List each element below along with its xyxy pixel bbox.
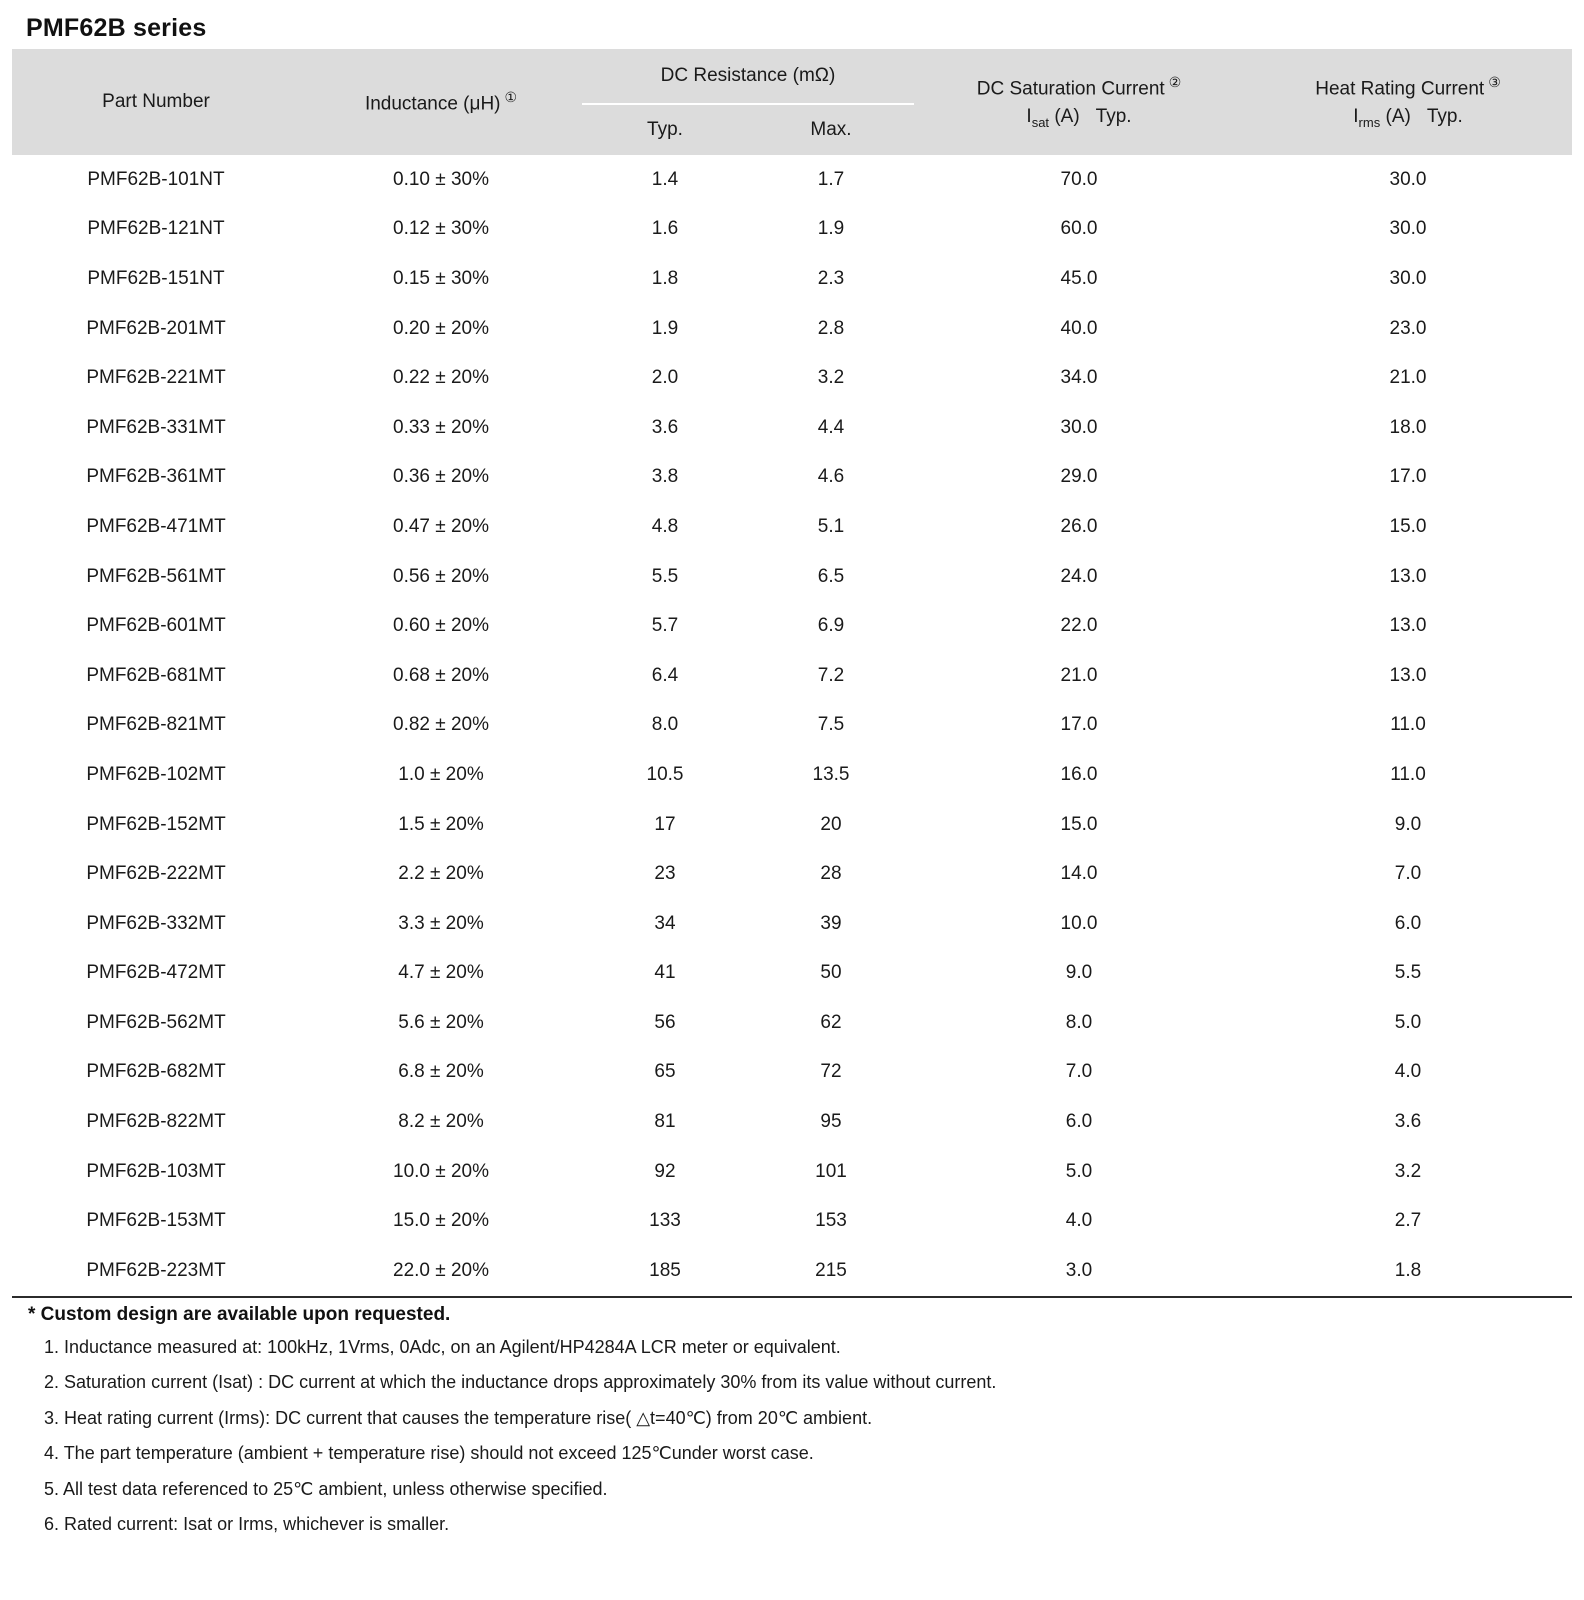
cell-dcr-max: 50	[748, 949, 914, 999]
cell-dcr-typ: 92	[582, 1147, 748, 1197]
cell-dcr-max: 6.9	[748, 601, 914, 651]
cell-dcr-max: 13.5	[748, 750, 914, 800]
cell-part-number: PMF62B-471MT	[12, 502, 300, 552]
cell-irms: 4.0	[1244, 1048, 1572, 1098]
footnote-marker-2: ②	[1168, 73, 1182, 90]
cell-isat: 15.0	[914, 800, 1244, 850]
cell-irms: 11.0	[1244, 701, 1572, 751]
cell-irms: 30.0	[1244, 155, 1572, 205]
cell-inductance: 22.0 ± 20%	[300, 1246, 582, 1297]
cell-isat: 7.0	[914, 1048, 1244, 1098]
cell-dcr-typ: 1.4	[582, 155, 748, 205]
cell-dcr-max: 62	[748, 998, 914, 1048]
table-row	[12, 254, 1572, 304]
header-irms-subscript: rms	[1358, 115, 1381, 131]
cell-isat: 9.0	[914, 949, 1244, 999]
cell-irms: 7.0	[1244, 849, 1572, 899]
cell-isat: 17.0	[914, 701, 1244, 751]
cell-dcr-max: 39	[748, 899, 914, 949]
cell-part-number: PMF62B-221MT	[12, 353, 300, 403]
cell-inductance: 0.33 ± 20%	[300, 403, 582, 453]
cell-dcr-max: 3.2	[748, 353, 914, 403]
table-row	[12, 304, 1572, 354]
table-row	[12, 552, 1572, 602]
cell-dcr-max: 101	[748, 1147, 914, 1197]
table-row	[12, 601, 1572, 651]
cell-inductance: 0.15 ± 30%	[300, 254, 582, 304]
cell-part-number: PMF62B-201MT	[12, 304, 300, 354]
cell-dcr-max: 20	[748, 800, 914, 850]
cell-part-number: PMF62B-121NT	[12, 205, 300, 255]
cell-dcr-max: 4.6	[748, 453, 914, 503]
header-inductance-label: Inductance (μH)	[364, 93, 501, 115]
cell-part-number: PMF62B-682MT	[12, 1048, 300, 1098]
cell-irms: 15.0	[1244, 502, 1572, 552]
cell-part-number: PMF62B-561MT	[12, 552, 300, 602]
cell-part-number: PMF62B-331MT	[12, 403, 300, 453]
header-heat-rating-current	[1244, 49, 1572, 155]
cell-isat: 4.0	[914, 1196, 1244, 1246]
cell-irms: 30.0	[1244, 254, 1572, 304]
cell-dcr-typ: 1.9	[582, 304, 748, 354]
table-row	[12, 1147, 1572, 1197]
cell-isat: 3.0	[914, 1246, 1244, 1297]
table-row	[12, 155, 1572, 205]
cell-part-number: PMF62B-361MT	[12, 453, 300, 503]
cell-irms: 6.0	[1244, 899, 1572, 949]
footnote-marker-1: ①	[504, 88, 518, 105]
table-row	[12, 651, 1572, 701]
cell-isat: 5.0	[914, 1147, 1244, 1197]
table-row	[12, 1246, 1572, 1297]
note-item: 1. Inductance measured at: 100kHz, 1Vrms, 0Adc, on an Agilent/HP4284A LCR meter or equivalent.	[44, 1336, 841, 1357]
cell-dcr-typ: 23	[582, 849, 748, 899]
cell-inductance: 2.2 ± 20%	[300, 849, 582, 899]
cell-dcr-max: 215	[748, 1246, 914, 1297]
cell-isat: 70.0	[914, 155, 1244, 205]
notes-list	[26, 1336, 1574, 1536]
cell-irms: 5.5	[1244, 949, 1572, 999]
header-dc-resistance	[582, 49, 914, 104]
cell-part-number: PMF62B-472MT	[12, 949, 300, 999]
cell-isat: 16.0	[914, 750, 1244, 800]
header-irms-typ: Typ.	[1426, 106, 1463, 128]
cell-dcr-typ: 17	[582, 800, 748, 850]
table-row	[12, 899, 1572, 949]
cell-dcr-typ: 133	[582, 1196, 748, 1246]
cell-dcr-max: 28	[748, 849, 914, 899]
table-row	[12, 800, 1572, 850]
cell-isat: 21.0	[914, 651, 1244, 701]
cell-irms: 3.2	[1244, 1147, 1572, 1197]
cell-inductance: 0.22 ± 20%	[300, 353, 582, 403]
table-header	[12, 49, 1572, 155]
cell-part-number: PMF62B-222MT	[12, 849, 300, 899]
cell-isat: 34.0	[914, 353, 1244, 403]
cell-dcr-max: 72	[748, 1048, 914, 1098]
table-body	[12, 155, 1572, 1297]
cell-inductance: 0.47 ± 20%	[300, 502, 582, 552]
cell-dcr-typ: 81	[582, 1097, 748, 1147]
table-row	[12, 1097, 1572, 1147]
cell-dcr-max: 153	[748, 1196, 914, 1246]
specification-table	[12, 49, 1572, 1298]
cell-isat: 10.0	[914, 899, 1244, 949]
header-dc-saturation-current	[914, 49, 1244, 155]
table-row	[12, 949, 1572, 999]
cell-isat: 26.0	[914, 502, 1244, 552]
cell-inductance: 3.3 ± 20%	[300, 899, 582, 949]
cell-dcr-typ: 10.5	[582, 750, 748, 800]
note-custom-design: * Custom design are available upon requested.	[28, 1303, 451, 1325]
cell-dcr-max: 6.5	[748, 552, 914, 602]
cell-isat: 8.0	[914, 998, 1244, 1048]
cell-inductance: 8.2 ± 20%	[300, 1097, 582, 1147]
header-isat-symbol: I	[1026, 106, 1032, 128]
page-title: PMF62B series	[26, 14, 207, 42]
cell-irms: 5.0	[1244, 998, 1572, 1048]
notes-section	[26, 1304, 1574, 1536]
header-dcr-max: Max.	[748, 104, 914, 155]
cell-inductance: 0.82 ± 20%	[300, 701, 582, 751]
footnote-marker-3: ③	[1488, 73, 1501, 90]
cell-inductance: 0.36 ± 20%	[300, 453, 582, 503]
header-isat-unit: (A)	[1054, 106, 1080, 128]
cell-irms: 3.6	[1244, 1097, 1572, 1147]
cell-part-number: PMF62B-152MT	[12, 800, 300, 850]
cell-dcr-typ: 41	[582, 949, 748, 999]
cell-dcr-typ: 3.6	[582, 403, 748, 453]
cell-part-number: PMF62B-223MT	[12, 1246, 300, 1297]
header-dc-saturation-label: DC Saturation Current	[976, 78, 1165, 100]
cell-part-number: PMF62B-151NT	[12, 254, 300, 304]
cell-isat: 60.0	[914, 205, 1244, 255]
cell-inductance: 0.10 ± 30%	[300, 155, 582, 205]
cell-part-number: PMF62B-101NT	[12, 155, 300, 205]
cell-irms: 13.0	[1244, 552, 1572, 602]
cell-isat: 22.0	[914, 601, 1244, 651]
table-row	[12, 849, 1572, 899]
header-dcr-typ: Typ.	[582, 104, 748, 155]
cell-isat: 45.0	[914, 254, 1244, 304]
cell-dcr-max: 95	[748, 1097, 914, 1147]
note-item: 2. Saturation current (Isat) : DC current at which the inductance drops approximately 30% from its value without current.	[44, 1372, 997, 1393]
header-isat-subscript: sat	[1031, 115, 1050, 131]
header-irms-unit: (A)	[1385, 106, 1411, 128]
header-irms-symbol: I	[1353, 106, 1359, 128]
note-item: 3. Heat rating current (Irms): DC current that causes the temperature rise( △t=40℃) from 20℃ ambient.	[44, 1407, 873, 1428]
cell-irms: 18.0	[1244, 403, 1572, 453]
cell-inductance: 5.6 ± 20%	[300, 998, 582, 1048]
cell-inductance: 0.68 ± 20%	[300, 651, 582, 701]
table-row	[12, 998, 1572, 1048]
cell-part-number: PMF62B-102MT	[12, 750, 300, 800]
note-item: 4. The part temperature (ambient + temperature rise) should not exceed 125℃under worst case.	[44, 1443, 814, 1464]
cell-irms: 21.0	[1244, 353, 1572, 403]
cell-dcr-typ: 4.8	[582, 502, 748, 552]
cell-inductance: 1.5 ± 20%	[300, 800, 582, 850]
header-isat-typ: Typ.	[1095, 106, 1132, 128]
cell-irms: 13.0	[1244, 651, 1572, 701]
cell-isat: 29.0	[914, 453, 1244, 503]
table-row	[12, 403, 1572, 453]
note-item: 5. All test data referenced to 25℃ ambient, unless otherwise specified.	[44, 1478, 608, 1499]
cell-dcr-max: 1.7	[748, 155, 914, 205]
cell-inductance: 0.56 ± 20%	[300, 552, 582, 602]
cell-part-number: PMF62B-821MT	[12, 701, 300, 751]
cell-dcr-typ: 185	[582, 1246, 748, 1297]
cell-dcr-typ: 8.0	[582, 701, 748, 751]
header-heat-rating-label: Heat Rating Current	[1315, 78, 1485, 100]
cell-inductance: 15.0 ± 20%	[300, 1196, 582, 1246]
cell-irms: 13.0	[1244, 601, 1572, 651]
table-row	[12, 750, 1572, 800]
cell-inductance: 0.12 ± 30%	[300, 205, 582, 255]
cell-irms: 9.0	[1244, 800, 1572, 850]
cell-irms: 17.0	[1244, 453, 1572, 503]
cell-inductance: 4.7 ± 20%	[300, 949, 582, 999]
cell-isat: 6.0	[914, 1097, 1244, 1147]
cell-inductance: 0.20 ± 20%	[300, 304, 582, 354]
note-item: 6. Rated current: Isat or Irms, whichever is smaller.	[44, 1514, 450, 1535]
cell-part-number: PMF62B-103MT	[12, 1147, 300, 1197]
cell-part-number: PMF62B-562MT	[12, 998, 300, 1048]
cell-irms: 23.0	[1244, 304, 1572, 354]
cell-dcr-typ: 5.5	[582, 552, 748, 602]
cell-dcr-max: 7.2	[748, 651, 914, 701]
cell-dcr-typ: 5.7	[582, 601, 748, 651]
cell-inductance: 1.0 ± 20%	[300, 750, 582, 800]
header-part-number-label: Part Number	[102, 91, 210, 112]
cell-dcr-max: 2.3	[748, 254, 914, 304]
cell-dcr-max: 7.5	[748, 701, 914, 751]
table-row	[12, 701, 1572, 751]
table-row	[12, 1048, 1572, 1098]
table-row	[12, 205, 1572, 255]
table-row	[12, 453, 1572, 503]
cell-inductance: 6.8 ± 20%	[300, 1048, 582, 1098]
cell-isat: 30.0	[914, 403, 1244, 453]
cell-dcr-typ: 2.0	[582, 353, 748, 403]
cell-part-number: PMF62B-332MT	[12, 899, 300, 949]
cell-inductance: 10.0 ± 20%	[300, 1147, 582, 1197]
cell-isat: 14.0	[914, 849, 1244, 899]
cell-dcr-typ: 6.4	[582, 651, 748, 701]
table-row	[12, 502, 1572, 552]
cell-dcr-typ: 1.6	[582, 205, 748, 255]
cell-irms: 30.0	[1244, 205, 1572, 255]
cell-dcr-max: 5.1	[748, 502, 914, 552]
header-inductance	[300, 49, 582, 155]
cell-part-number: PMF62B-822MT	[12, 1097, 300, 1147]
cell-dcr-typ: 34	[582, 899, 748, 949]
cell-dcr-typ: 1.8	[582, 254, 748, 304]
cell-irms: 11.0	[1244, 750, 1572, 800]
header-part-number	[12, 49, 300, 155]
cell-dcr-max: 4.4	[748, 403, 914, 453]
cell-irms: 1.8	[1244, 1246, 1572, 1297]
table-row	[12, 353, 1572, 403]
cell-isat: 40.0	[914, 304, 1244, 354]
cell-irms: 2.7	[1244, 1196, 1572, 1246]
table-row	[12, 1196, 1572, 1246]
cell-part-number: PMF62B-153MT	[12, 1196, 300, 1246]
cell-part-number: PMF62B-681MT	[12, 651, 300, 701]
header-dc-resistance-label: DC Resistance (mΩ)	[660, 65, 836, 86]
cell-inductance: 0.60 ± 20%	[300, 601, 582, 651]
cell-dcr-max: 1.9	[748, 205, 914, 255]
cell-dcr-max: 2.8	[748, 304, 914, 354]
cell-dcr-typ: 65	[582, 1048, 748, 1098]
cell-dcr-typ: 3.8	[582, 453, 748, 503]
cell-isat: 24.0	[914, 552, 1244, 602]
cell-dcr-typ: 56	[582, 998, 748, 1048]
cell-part-number: PMF62B-601MT	[12, 601, 300, 651]
